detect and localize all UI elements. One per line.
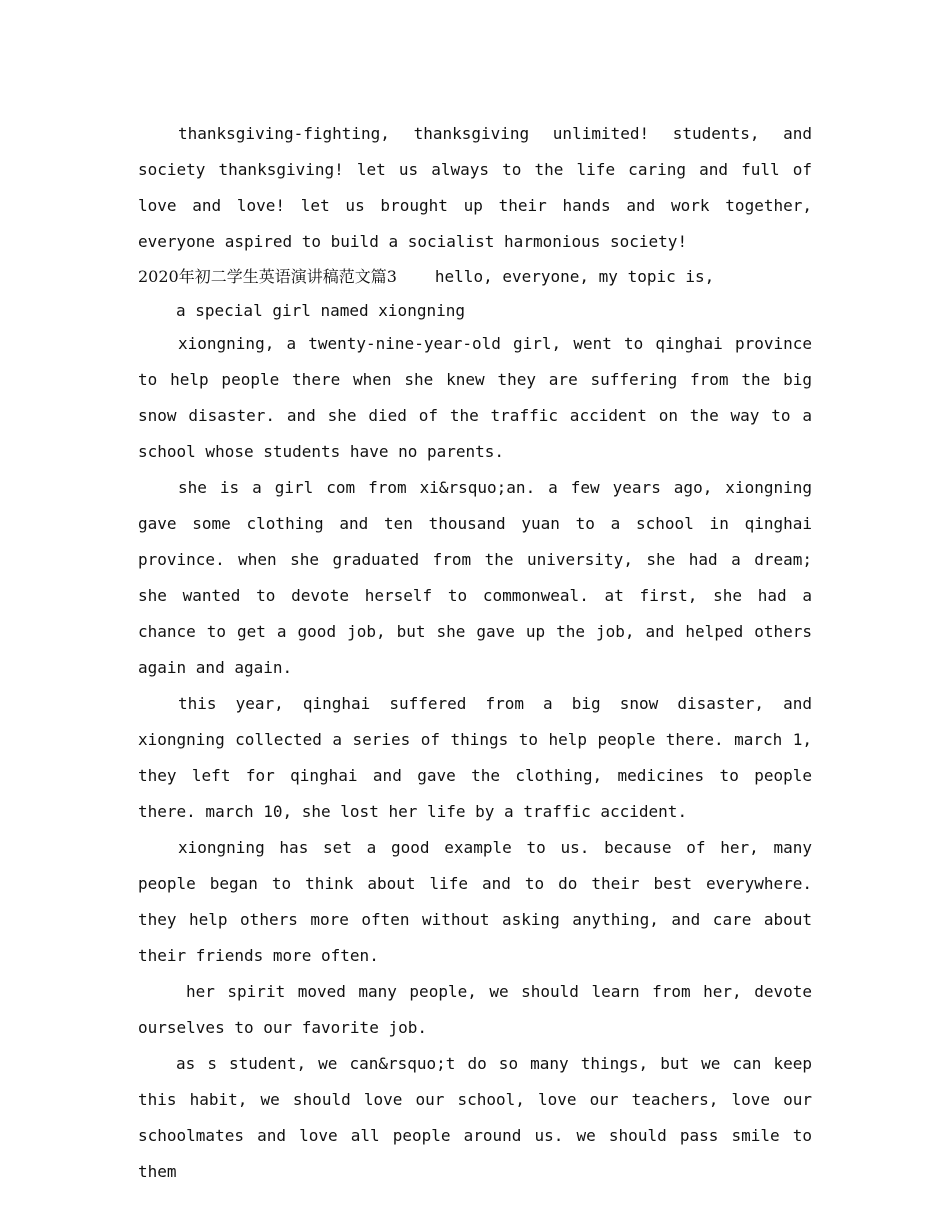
paragraph-example: xiongning has set a good example to us. because of her, many people began to think about life and to do their best everywhere. they help others more often without asking anything, and care about their friends more often. [138,838,812,965]
document-content [138,116,812,1190]
section-lead-text: hello, everyone, my topic is, [434,267,715,286]
paragraph-background: she is a girl com from xi&rsquo;an. a few years ago, xiongning gave some clothing and ten thousand yuan to a school in qinghai province. when she graduated from the university, she had a dream; she wanted to devote herself to commonweal. at first, she had a chance to get a good job, but she gave up the job, and helped others again and again. [138,478,812,677]
paragraph-spirit: her spirit moved many people, we should learn from her, devote ourselves to our favorite job. [138,982,812,1037]
section-title: 2020年初二学生英语演讲稿范文篇3 [138,267,397,286]
section-subtitle: a special girl named xiongning [176,301,465,320]
paragraph-disaster: this year, qinghai suffered from a big snow disaster, and xiongning collected a series of things to help people there. march 1, they left for qinghai and gave the clothing, medicines to people there. march 10, she lost her life by a traffic accident. [138,694,812,821]
paragraph-student-habit: as s student, we can&rsquo;t do so many things, but we can keep this habit, we should love our school, love our teachers, love our schoolmates and love all people around us. we should pass smile to them [138,1054,812,1181]
paragraph-thanksgiving: thanksgiving-fighting, thanksgiving unlimited! students, and society thanksgiving! let us always to the life caring and full of love and love! let us brought up their hands and work together, everyone aspired to build a socialist harmonious society! [138,124,812,251]
section-heading [138,260,812,294]
paragraph-intro-xiongning: xiongning, a twenty-nine-year-old girl, went to qinghai province to help people there when she knew they are suffering from the big snow disaster. and she died of the traffic accident on the way to a school whose students have no parents. [138,334,812,461]
